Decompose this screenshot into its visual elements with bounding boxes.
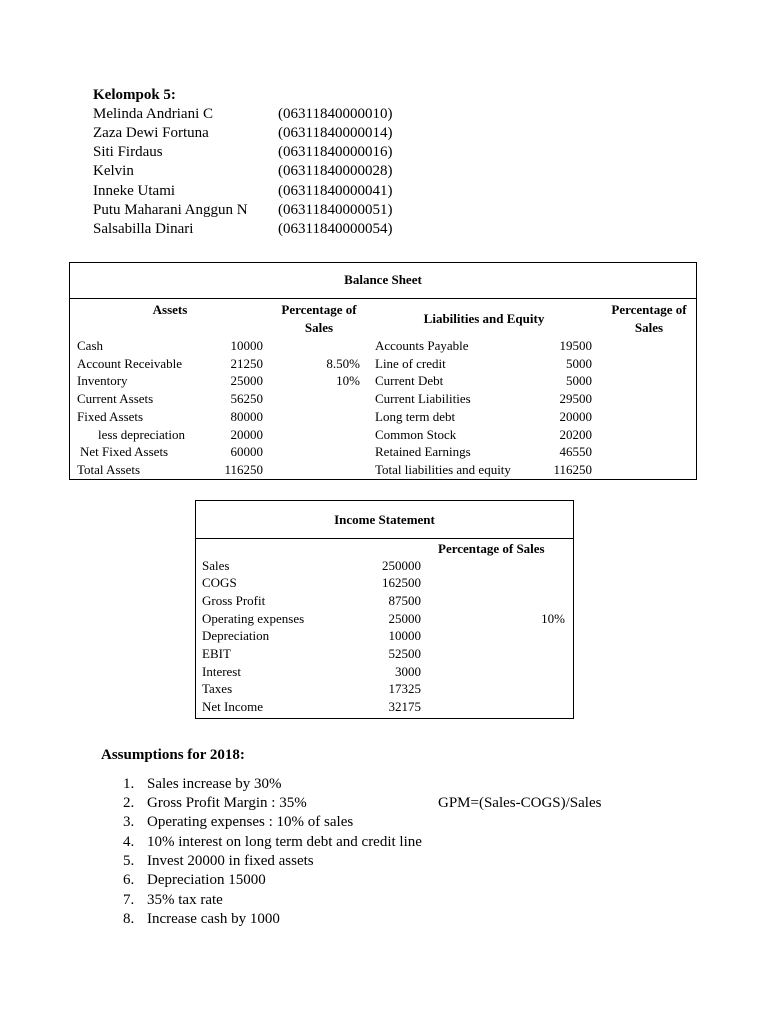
income-value: 32175 xyxy=(388,699,421,714)
assumption-number: 6. xyxy=(123,872,135,888)
member-name: Inneke Utami xyxy=(93,183,176,199)
balance-sheet-title: Balance Sheet xyxy=(344,272,422,287)
liability-label: Retained Earnings xyxy=(375,444,471,459)
income-label: Interest xyxy=(202,664,241,679)
asset-value: 60000 xyxy=(230,444,263,459)
assumption-text: Invest 20000 in fixed assets xyxy=(147,853,314,869)
liability-value: 46550 xyxy=(559,444,592,459)
liability-label: Accounts Payable xyxy=(375,338,469,353)
member-name: Melinda Andriani C xyxy=(93,106,213,122)
member-id: (06311840000010) xyxy=(278,106,393,122)
assumption-text: Gross Profit Margin : 35% xyxy=(147,795,307,811)
income-value: 250000 xyxy=(382,558,421,573)
liability-value: 116250 xyxy=(553,462,592,477)
gpm-formula: GPM=(Sales-COGS)/Sales xyxy=(438,795,602,811)
liability-label: Current Liabilities xyxy=(375,391,471,406)
asset-pct: 10% xyxy=(336,373,360,388)
liability-label: Total liabilities and equity xyxy=(375,462,511,477)
asset-label: Total Assets xyxy=(77,462,141,477)
income-label: Sales xyxy=(202,558,230,573)
asset-label: Cash xyxy=(77,338,103,353)
assumption-text: Sales increase by 30% xyxy=(147,776,282,792)
liability-value: 19500 xyxy=(559,338,592,353)
income-label: COGS xyxy=(202,575,237,590)
member-name: Siti Firdaus xyxy=(93,144,163,160)
income-label: Gross Profit xyxy=(202,593,266,608)
liability-value: 20200 xyxy=(559,427,592,442)
asset-label: Net Fixed Assets xyxy=(80,444,169,459)
asset-label: less depreciation xyxy=(98,427,185,442)
income-label: Net Income xyxy=(202,699,264,714)
liabilities-header: Liabilities and Equity xyxy=(423,311,545,326)
asset-value: 10000 xyxy=(230,338,263,353)
liability-label: Long term debt xyxy=(375,409,456,424)
member-name: Salsabilla Dinari xyxy=(93,221,194,237)
assumption-number: 4. xyxy=(123,834,135,850)
asset-pct-header: Percentage of xyxy=(281,302,357,317)
asset-value: 56250 xyxy=(230,391,263,406)
income-value: 25000 xyxy=(388,611,421,626)
member-id: (06311840000014) xyxy=(278,125,393,141)
liability-label: Common Stock xyxy=(375,427,457,442)
income-pct: 10% xyxy=(541,611,565,626)
assumption-text: Depreciation 15000 xyxy=(147,872,266,888)
liab-pct-header: Sales xyxy=(634,320,664,335)
income-value: 17325 xyxy=(388,681,421,696)
asset-value: 116250 xyxy=(224,462,263,477)
assumption-number: 8. xyxy=(123,911,135,927)
assumption-number: 5. xyxy=(123,853,135,869)
liability-value: 5000 xyxy=(566,356,592,371)
liab-pct-header: Percentage of xyxy=(611,302,687,317)
member-id: (06311840000016) xyxy=(278,144,393,160)
member-id: (06311840000051) xyxy=(278,202,393,218)
member-name: Zaza Dewi Fortuna xyxy=(93,125,209,141)
liability-label: Current Debt xyxy=(375,373,444,388)
income-value: 3000 xyxy=(395,664,421,679)
divider xyxy=(69,298,697,299)
income-label: Operating expenses xyxy=(202,611,305,626)
member-name: Kelvin xyxy=(93,163,134,179)
income-value: 10000 xyxy=(388,628,421,643)
income-label: Depreciation xyxy=(202,628,270,643)
income-value: 162500 xyxy=(382,575,421,590)
assumption-number: 7. xyxy=(123,892,135,908)
assumption-number: 2. xyxy=(123,795,135,811)
liability-value: 20000 xyxy=(559,409,592,424)
asset-label: Account Receivable xyxy=(77,356,183,371)
assumption-text: Operating expenses : 10% of sales xyxy=(147,814,354,830)
assets-header: Assets xyxy=(152,302,188,317)
assumption-number: 1. xyxy=(123,776,135,792)
asset-label: Fixed Assets xyxy=(77,409,144,424)
asset-label: Current Assets xyxy=(77,391,154,406)
asset-value: 25000 xyxy=(230,373,263,388)
assumption-text: 35% tax rate xyxy=(147,892,223,908)
income-value: 52500 xyxy=(388,646,421,661)
asset-label: Inventory xyxy=(77,373,128,388)
member-id: (06311840000054) xyxy=(278,221,393,237)
asset-pct: 8.50% xyxy=(326,356,360,371)
assumptions-title: Assumptions for 2018: xyxy=(101,747,245,763)
member-id: (06311840000041) xyxy=(278,183,393,199)
asset-value: 20000 xyxy=(230,427,263,442)
asset-value: 80000 xyxy=(230,409,263,424)
member-id: (06311840000028) xyxy=(278,163,393,179)
liability-value: 29500 xyxy=(559,391,592,406)
liability-label: Line of credit xyxy=(375,356,446,371)
income-pct-header: Percentage of Sales xyxy=(438,541,545,556)
income-label: Taxes xyxy=(202,681,233,696)
assumption-text: Increase cash by 1000 xyxy=(147,911,280,927)
liability-value: 5000 xyxy=(566,373,592,388)
assumption-number: 3. xyxy=(123,814,135,830)
member-name: Putu Maharani Anggun N xyxy=(93,202,248,218)
asset-value: 21250 xyxy=(230,356,263,371)
income-statement-title: Income Statement xyxy=(334,512,435,527)
divider xyxy=(195,538,574,539)
asset-pct-header: Sales xyxy=(304,320,334,335)
income-value: 87500 xyxy=(388,593,421,608)
group-title: Kelompok 5: xyxy=(93,87,176,103)
income-label: EBIT xyxy=(202,646,231,661)
assumption-text: 10% interest on long term debt and credit line xyxy=(147,834,422,850)
